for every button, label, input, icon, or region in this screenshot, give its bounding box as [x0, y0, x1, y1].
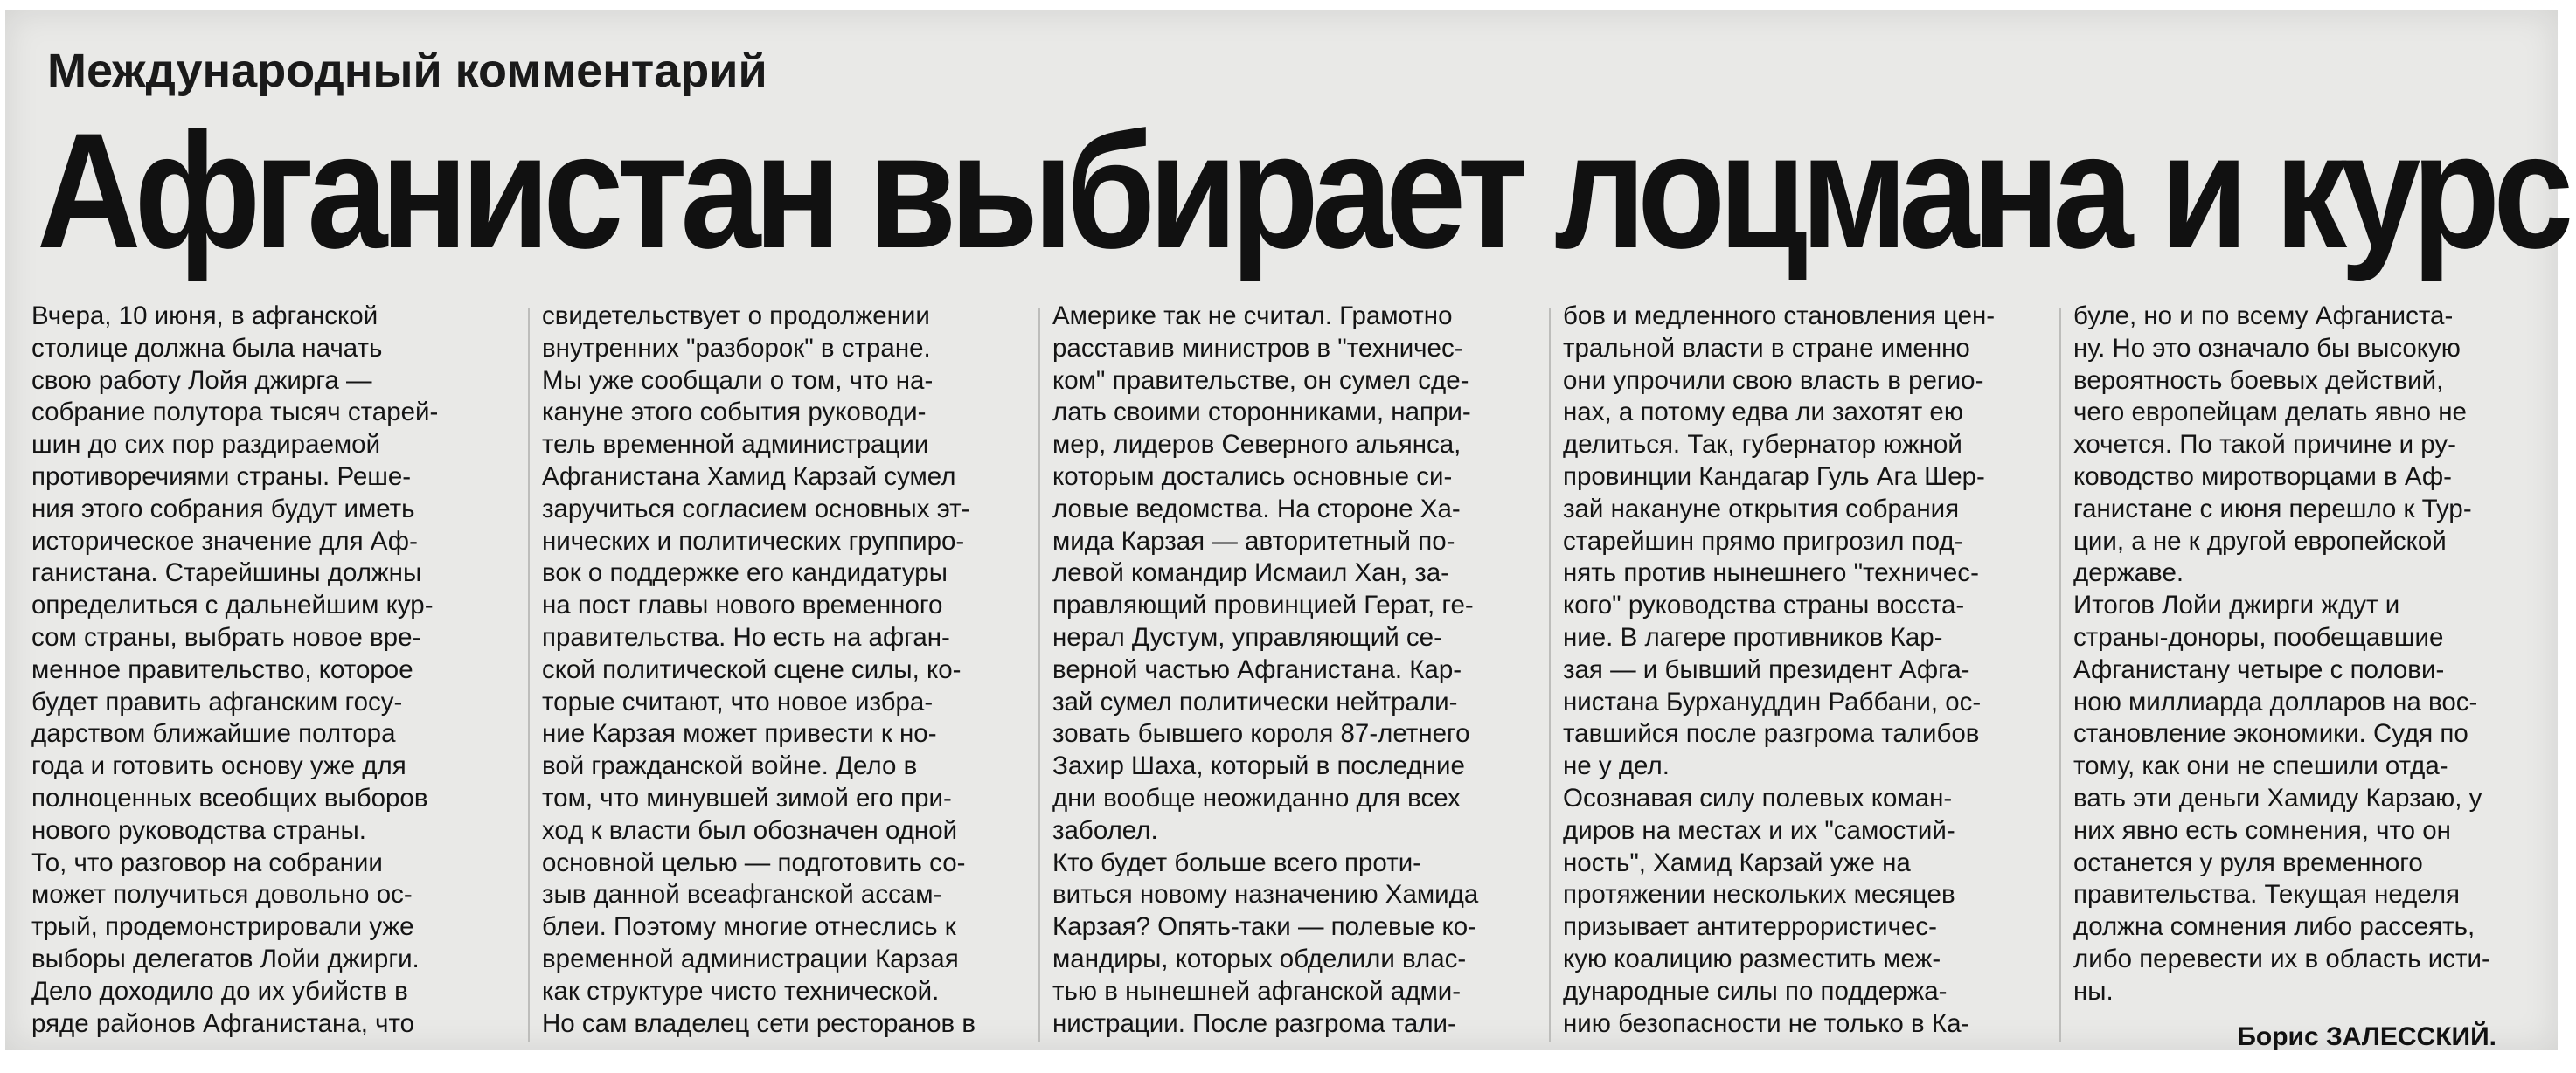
column-divider: [1038, 308, 1040, 1042]
article-column-3: Америке так не считал. Грамотно расставив министров в "техничес- ком" правительстве, он сумел сде- лать своими сторонниками, напри- мер, лидеров Северного альянса, которым достались основные си- ловые ведомства. На стороне Ха- мида Карзая — авторитетный по- левой командир Исмаил Хан, за- правляющий провинцией Герат, ге- нерал Дустум, управляющий се- верной частью Афганистана. Кар- зай сумел политически нейтрали- зовать бывшего короля 87-летнего Захир Шаха, который в последние дни вообще неожиданно для всех заболел. Кто будет больше всего проти- виться новому назначению Хамида Карзая? Опять-таки — полевые ко- мандиры, которых обделили влас- тью в нынешней афганской адми- нистрации. После разгрома тали-: [1052, 301, 1479, 1038]
article-headline: Афганистан выбирает лоцмана и курс: [37, 99, 2567, 282]
column-divider: [528, 308, 530, 1042]
article-column-4: бов и медленного становления цен- тральной власти в стране именно они упрочили свою власть в регио- нах, а потому едва ли захотят ею делиться. Так, губернатор южной провинции Кандагар Гуль Ага Шер- зай накануне открытия собрания старейшин прямо пригрозил под- нять против нынешнего "техничес- кого" руководства страны восста- ние. В лагере противников Кар- зая — и бывший президент Афга- нистана Бурхануддин Раббани, ос- тавшийся после разгрома талибов не у дел. Осознавая силу полевых коман- диров на местах и их "самостий- ность", Хамид Карзай уже на протяжении нескольких месяцев призывает антитеррористичес- кую коалицию разместить меж- дународные силы по поддержа- нию безопасности не только в Ка-: [1563, 301, 1996, 1038]
column-divider: [1549, 308, 1551, 1042]
column-divider: [2059, 308, 2061, 1042]
article-column-1: Вчера, 10 июня, в афганской столице должна была начать свою работу Лойя джирга — собрание полутора тысяч старей- шин до сих пор раздираемой противоречиями страны. Реше- ния этого собрания будут иметь историческое значение для Аф- ганистана. Старейшины должны определиться с дальнейшим кур- сом страны, выбрать новое вре- менное правительство, которое будет править афганским госу- дарством ближайшие полтора года и готовить основу уже для полноценных всеобщих выборов нового руководства страны. То, что разговор на собрании может получиться довольно ос- трый, продемонстрировали уже выборы делегатов Лойи джирги. Дело доходило до их убийств в ряде районов Афганистана, что: [31, 301, 439, 1038]
newspaper-clipping: [5, 10, 2567, 1051]
article-column-2: свидетельствует о продолжении внутренних "разборок" в стране. Мы уже сообщали о том, что на- кануне этого события руководи- тель временной администрации Афганистана Хамид Карзай сумел заручиться согласием основных эт- нических и политических группиро- вок о поддержке его кандидатуры на пост главы нового временного правительства. Но есть на афган- ской политической сцене силы, ко- торые считают, что новое избра- ние Карзая может привести к но- вой гражданской войне. Дело в том, что минувшей зимой его при- ход к власти был обозначен одной основной целью — подготовить со- зыв данной всеафганской ассам- блеи. Поэтому многие отнеслись к временной администрации Карзая как структуре чисто технической. Но сам владелец сети ресторанов в: [542, 301, 976, 1038]
author-signature: Борис ЗАЛЕССКИЙ.: [2237, 1022, 2496, 1051]
article-body: [31, 301, 2531, 1043]
rubric-label: Международный комментарий: [47, 45, 767, 97]
article-column-5: буле, но и по всему Афганиста- ну. Но это означало бы высокую вероятность боевых действий, чего европейцам делать явно не хочется. По такой причине и ру- ководство миротворцами в Аф- ганистане с июня перешло к Тур- ции, а не к другой европейской державе. Итогов Лойи джирги ждут и страны-доноры, пообещавшие Афганистану четыре с полови- ною миллиарда долларов на вос- становление экономики. Судя по тому, как они не спешили отда- вать эти деньги Хамиду Карзаю, у них явно есть сомнения, что он останется у руля временного правительства. Текущая неделя должна сомнения либо рассеять, либо перевести их в область исти- ны.: [2073, 301, 2490, 1006]
